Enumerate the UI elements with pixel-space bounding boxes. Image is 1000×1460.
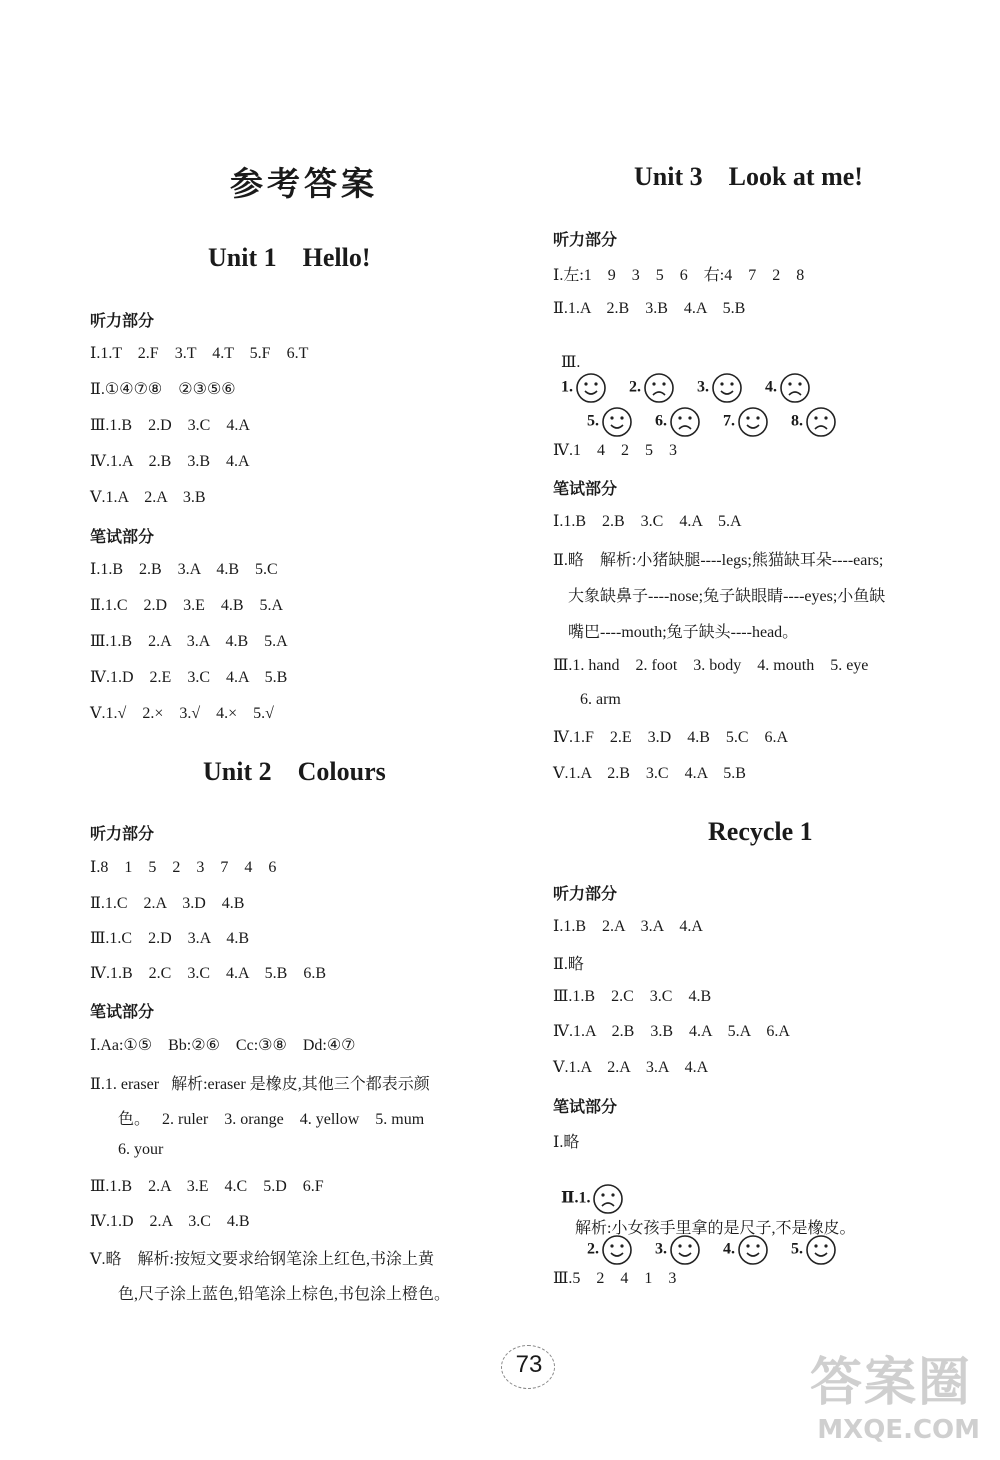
unit2-w5b: 色,尺子涂上蓝色,铅笔涂上棕色,书包涂上橙色。 xyxy=(118,1286,451,1303)
unit3-w3a: Ⅲ.1. hand 2. foot 3. body 4. mouth 5. eye xyxy=(553,657,869,674)
unit2-w2c: 6. your xyxy=(118,1141,164,1158)
unit1-l3: Ⅲ.1.B 2.D 3.C 4.A xyxy=(90,417,250,434)
recycle1-l3: Ⅲ.1.B 2.C 3.C 4.B xyxy=(553,988,712,1005)
face-item xyxy=(655,406,707,438)
face-item-number: 5. xyxy=(791,1240,803,1258)
unit3-l2: Ⅱ.1.A 2.B 3.B 4.A 5.B xyxy=(553,300,746,317)
unit2-w5a: Ⅴ.略 解析:按短文要求给钢笔涂上红色,书涂上黄 xyxy=(90,1251,435,1268)
unit2-w4: Ⅳ.1.D 2.A 3.C 4.B xyxy=(90,1213,250,1230)
unit3-w5: Ⅴ.1.A 2.B 3.C 4.A 5.B xyxy=(553,765,746,782)
recycle1-w1: Ⅰ.略 xyxy=(553,1134,580,1151)
page-number: 73 xyxy=(499,1343,559,1393)
face-item-number: 3. xyxy=(697,378,709,396)
face-item-number: 5. xyxy=(587,412,599,430)
sad-face-icon xyxy=(805,406,837,438)
recycle1-l4: Ⅳ.1.A 2.B 3.B 4.A 5.A 6.A xyxy=(553,1023,790,1040)
recycle1-l5: Ⅴ.1.A 2.A 3.A 4.A xyxy=(553,1059,709,1076)
happy-face-icon xyxy=(805,1234,837,1266)
happy-face-icon xyxy=(669,1234,701,1266)
unit3-w2b: 大象缺鼻子----nose;兔子缺眼睛----eyes;小鱼缺 xyxy=(568,588,886,605)
happy-face-icon xyxy=(737,1234,769,1266)
unit1-title: Unit 1 Hello! xyxy=(208,243,371,272)
face-item xyxy=(655,1234,707,1266)
face-item xyxy=(723,1234,775,1266)
face-item-number: 3. xyxy=(655,1240,667,1258)
unit1-l1: Ⅰ.1.T 2.F 3.T 4.T 5.F 6.T xyxy=(90,345,309,362)
unit2-w2a: Ⅱ.1. eraser 解析:eraser 是橡皮,其他三个都表示颜 xyxy=(90,1076,430,1093)
page-title: 参考答案 xyxy=(230,164,378,203)
unit1-w1: Ⅰ.1.B 2.B 3.A 4.B 5.C xyxy=(90,561,278,578)
unit3-title: Unit 3 Look at me! xyxy=(634,162,863,191)
unit3-l3-faces-2 xyxy=(587,413,859,430)
unit3-l3-prefix: Ⅲ. xyxy=(561,354,581,371)
unit2-listening-label: 听力部分 xyxy=(90,824,155,843)
unit2-l1: Ⅰ.8 1 5 2 3 7 4 6 xyxy=(90,859,277,876)
watermark-line2: MXQE.COM xyxy=(817,1415,980,1445)
face-item-number: 8. xyxy=(791,412,803,430)
recycle1-l2: Ⅱ.略 xyxy=(553,956,584,973)
unit3-l3-row2 xyxy=(579,388,859,438)
face-item xyxy=(791,1234,843,1266)
unit3-w4: Ⅳ.1.F 2.E 3.D 4.B 5.C 6.A xyxy=(553,729,789,746)
face-item-number: 7. xyxy=(723,412,735,430)
unit3-l4: Ⅳ.1 4 2 5 3 xyxy=(553,442,677,459)
face-item-number: 6. xyxy=(655,412,667,430)
face-item xyxy=(791,406,843,438)
unit3-writing-label: 笔试部分 xyxy=(553,479,618,498)
sad-face-icon xyxy=(669,406,701,438)
unit1-l2: Ⅱ.①④⑦⑧ ②③⑤⑥ xyxy=(90,381,236,398)
unit3-w2c: 嘴巴----mouth;兔子缺头----head。 xyxy=(568,624,799,641)
face-item xyxy=(587,406,639,438)
watermark-line1: 答案圈 xyxy=(810,1353,973,1413)
unit2-l3: Ⅲ.1.C 2.D 3.A 4.B xyxy=(90,930,249,947)
recycle1-writing-label: 笔试部分 xyxy=(553,1097,618,1116)
face-item-number: 1. xyxy=(561,378,573,396)
face-item xyxy=(723,406,775,438)
unit1-writing-label: 笔试部分 xyxy=(90,527,155,546)
unit1-w2: Ⅱ.1.C 2.D 3.E 4.B 5.A xyxy=(90,597,284,614)
recycle1-w2-prefix: Ⅱ.1. xyxy=(561,1189,591,1207)
sad-face-icon xyxy=(592,1183,624,1215)
unit3-listening-label: 听力部分 xyxy=(553,230,618,249)
face-item xyxy=(587,1234,639,1266)
unit1-w4: Ⅳ.1.D 2.E 3.C 4.A 5.B xyxy=(90,669,288,686)
recycle1-w3: Ⅲ.5 2 4 1 3 xyxy=(553,1270,677,1287)
unit2-title: Unit 2 Colours xyxy=(203,757,386,786)
happy-face-icon xyxy=(601,1234,633,1266)
unit3-w1: Ⅰ.1.B 2.B 3.C 4.A 5.A xyxy=(553,513,742,530)
unit2-w3: Ⅲ.1.B 2.A 3.E 4.C 5.D 6.F xyxy=(90,1178,324,1195)
recycle1-l1: Ⅰ.1.B 2.A 3.A 4.A xyxy=(553,918,703,935)
unit2-w1: Ⅰ.Aa:①⑤ Bb:②⑥ Cc:③⑧ Dd:④⑦ xyxy=(90,1037,356,1054)
watermark xyxy=(810,1340,980,1450)
unit3-l1: Ⅰ.左:1 9 3 5 6 右:4 7 2 8 xyxy=(553,267,805,284)
unit3-w2a: Ⅱ.略 解析:小猪缺腿----legs;熊猫缺耳朵----ears; xyxy=(553,552,884,569)
face-item-number: 2. xyxy=(629,378,641,396)
recycle1-title: Recycle 1 xyxy=(708,817,813,846)
unit3-w3b: 6. arm xyxy=(580,691,621,708)
unit1-l5: Ⅴ.1.A 2.A 3.B xyxy=(90,489,206,506)
recycle1-w2-row2 xyxy=(579,1216,859,1266)
unit2-w2b: 色。 2. ruler 3. orange 4. yellow 5. mum xyxy=(118,1111,425,1128)
happy-face-icon xyxy=(601,406,633,438)
happy-face-icon xyxy=(737,406,769,438)
unit2-writing-label: 笔试部分 xyxy=(90,1002,155,1021)
face-item-number: 2. xyxy=(587,1240,599,1258)
unit1-w3: Ⅲ.1.B 2.A 3.A 4.B 5.A xyxy=(90,633,288,650)
unit1-w5: Ⅴ.1.√ 2.× 3.√ 4.× 5.√ xyxy=(90,705,274,722)
unit1-listening-label: 听力部分 xyxy=(90,311,155,330)
face-item-number: 4. xyxy=(723,1240,735,1258)
recycle1-w2-note: 解析:小女孩手里拿的是尺子,不是橡皮。 xyxy=(575,1220,856,1237)
unit1-l4: Ⅳ.1.A 2.B 3.B 4.A xyxy=(90,453,250,470)
recycle1-w2-faces xyxy=(587,1241,859,1258)
face-item-number: 4. xyxy=(765,378,777,396)
unit2-l4: Ⅳ.1.B 2.C 3.C 4.A 5.B 6.B xyxy=(90,965,327,982)
unit2-l2: Ⅱ.1.C 2.A 3.D 4.B xyxy=(90,895,245,912)
recycle1-listening-label: 听力部分 xyxy=(553,884,618,903)
